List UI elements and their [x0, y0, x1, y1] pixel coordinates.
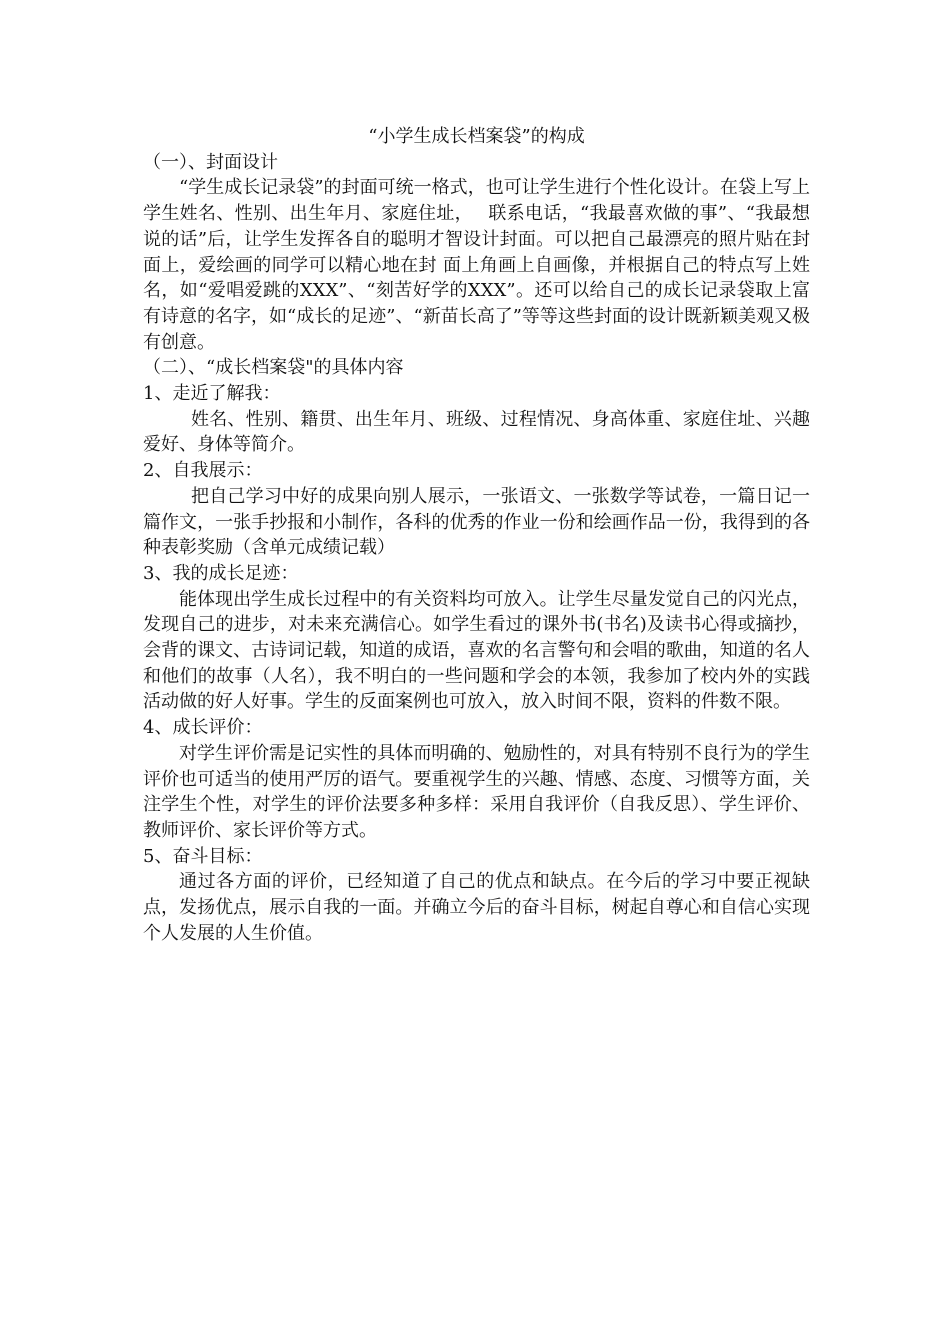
- item-2-heading: 2、自我展示：: [143, 460, 263, 482]
- item-1-paragraph: 姓名、性别、籍贯、出生年月、班级、过程情况、身高体重、家庭住址、兴趣爱好、身体等简介。: [143, 408, 810, 456]
- item-5-heading: 5、奋斗目标：: [143, 845, 263, 867]
- section-1-heading: （一）、封面设计: [143, 151, 278, 173]
- document-body: [143, 124, 810, 947]
- section-2-heading: （二）、“成长档案袋"的具体内容: [143, 357, 404, 379]
- item-1-heading: 1、走近了解我：: [143, 383, 281, 405]
- item-4-paragraph: 对学生评价需是记实性的具体而明确的、勉励性的，对具有特别不良行为的学生评价也可适当的使用严厉的语气。要重视学生的兴趣、情感、态度、习惯等方面，关注学生个性，对学生的评价法要多种多样：采用自我评价（自我反思）、学生评价、教师评价、家长评价等方式。: [143, 742, 810, 841]
- section-1-paragraph: “学生成长记录袋”的封面可统一格式，也可让学生进行个性化设计。在袋上写上学生姓名、性别、出生年月、家庭住址， 联系电话，“我最喜欢做的事”、“我最想说的话”后，让学生发挥各自的聪明才智设计封面。可以把自己最漂亮的照片贴在封面上，爱绘画的同学可以精心地在封 面上角画上自画像，并根据自己的特点写上姓名，如“爱唱爱跳的XXX”、“刻苦好学的XXX”。还可以给自己的成长记录袋取上富有诗意的名字，如“成长的足迹”、“新苗长高了”等等这些封面的设计既新颖美观又极有创意。: [143, 177, 810, 353]
- item-2-paragraph: 把自己学习中好的成果向别人展示，一张语文、一张数学等试卷，一篇日记一篇作文，一张手抄报和小制作，各科的优秀的作业一份和绘画作品一份，我得到的各种表彰奖励（含单元成绩记载）: [143, 485, 810, 559]
- item-3-heading: 3、我的成长足迹：: [143, 562, 299, 584]
- item-4-heading: 4、成长评价：: [143, 717, 263, 739]
- item-5-paragraph: 通过各方面的评价，已经知道了自己的优点和缺点。在今后的学习中要正视缺点，发扬优点，展示自我的一面。并确立今后的奋斗目标，树起自尊心和自信心实现个人发展的人生价值。: [143, 871, 810, 944]
- item-3-paragraph: 能体现出学生成长过程中的有关资料均可放入。让学生尽量发觉自己的闪光点，发现自己的进步，对未来充满信心。如学生看过的课外书(书名)及读书心得或摘抄，会背的课文、古诗词记载，知道的成语，喜欢的名言警句和会唱的歌曲，知道的名人和他们的故事（人名），我不明白的一些问题和学会的本领，我参加了校内外的实践活动做的好人好事。学生的反面案例也可放入，放入时间不限，资料的件数不限。: [143, 588, 810, 713]
- document-title: “小学生成长档案袋”的构成: [368, 126, 585, 147]
